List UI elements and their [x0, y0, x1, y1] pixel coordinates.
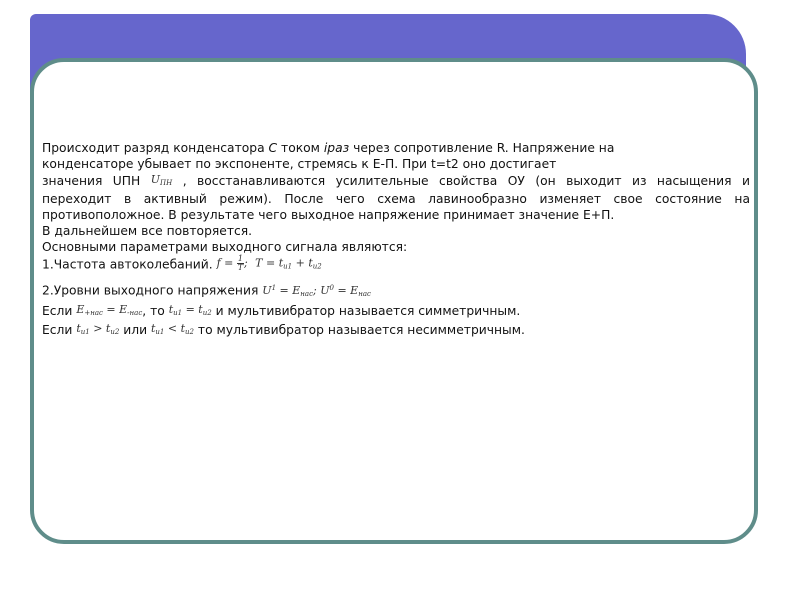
paragraph-line-10: Если $E_{+нас} = E_{-нас}$, то $t_{и1} = t_{и2}$ и мультивибратор называется симметричным.	[42, 302, 750, 321]
paragraph-line-6: В дальнейшем все повторяется.	[42, 224, 253, 238]
paragraph-line-2: конденсаторе убывает по экспоненте, стремясь к Е-П. При t=t2 оно достигает	[42, 157, 557, 171]
paragraph-line-7: Основными параметрами выходного сигнала являются:	[42, 240, 408, 254]
symmetric-condition-t: $t_{и1} = t_{и2}$	[168, 302, 212, 317]
symmetric-condition-e: $E_{+нас} = E_{-нас}$	[76, 302, 143, 317]
asymmetric-condition-lt: $t_{и1} < t_{и2}$	[151, 321, 194, 336]
paragraph-line-8: 1.Частота автоколебаний. f = $\frac{1}{T}$ ; $T = t_{и1} + t_{и2}$	[42, 255, 750, 275]
paragraph-line-4: переходит в активный режим). После чего схема лавинообразно изменяет свое состояние на	[42, 192, 750, 206]
paragraph-line-1: Происходит разряд конденсатора С током iраз через сопротивление R. Напряжение на	[42, 141, 615, 155]
current-symbol: iраз	[323, 141, 350, 155]
slide-text	[42, 140, 750, 340]
frequency-formula: f = $\frac{1}{T}$ ; $T = t_{и1} + t_{и2}$	[216, 254, 322, 272]
asymmetric-condition-gt: $t_{и1} > t_{и2}$	[76, 321, 120, 336]
paragraph-line-11: Если $t_{и1} > t_{и2}$ или $t_{и1} < t_{и2}$ то мультивибратор называется несимметричным.	[42, 321, 750, 340]
upn-formula: $U_{ПН}$	[150, 173, 173, 187]
paragraph-line-9: 2.Уровни выходного напряжения $U^1 = E_{нас}$; $U^0 = E_{нас}$	[42, 280, 750, 302]
output-levels-formula: $U^1 = E_{нас}$; $U^0 = E_{нас}$	[262, 283, 371, 298]
paragraph-line-5: противоположное. В результате чего выходное напряжение принимает значение Е+П.	[42, 208, 615, 222]
capacitor-symbol: С	[268, 141, 278, 155]
paragraph-line-3: значения UПН $U_{ПН}$ , восстанавливаются усилительные свойства ОУ (он выходит из насыщения и	[42, 172, 750, 191]
